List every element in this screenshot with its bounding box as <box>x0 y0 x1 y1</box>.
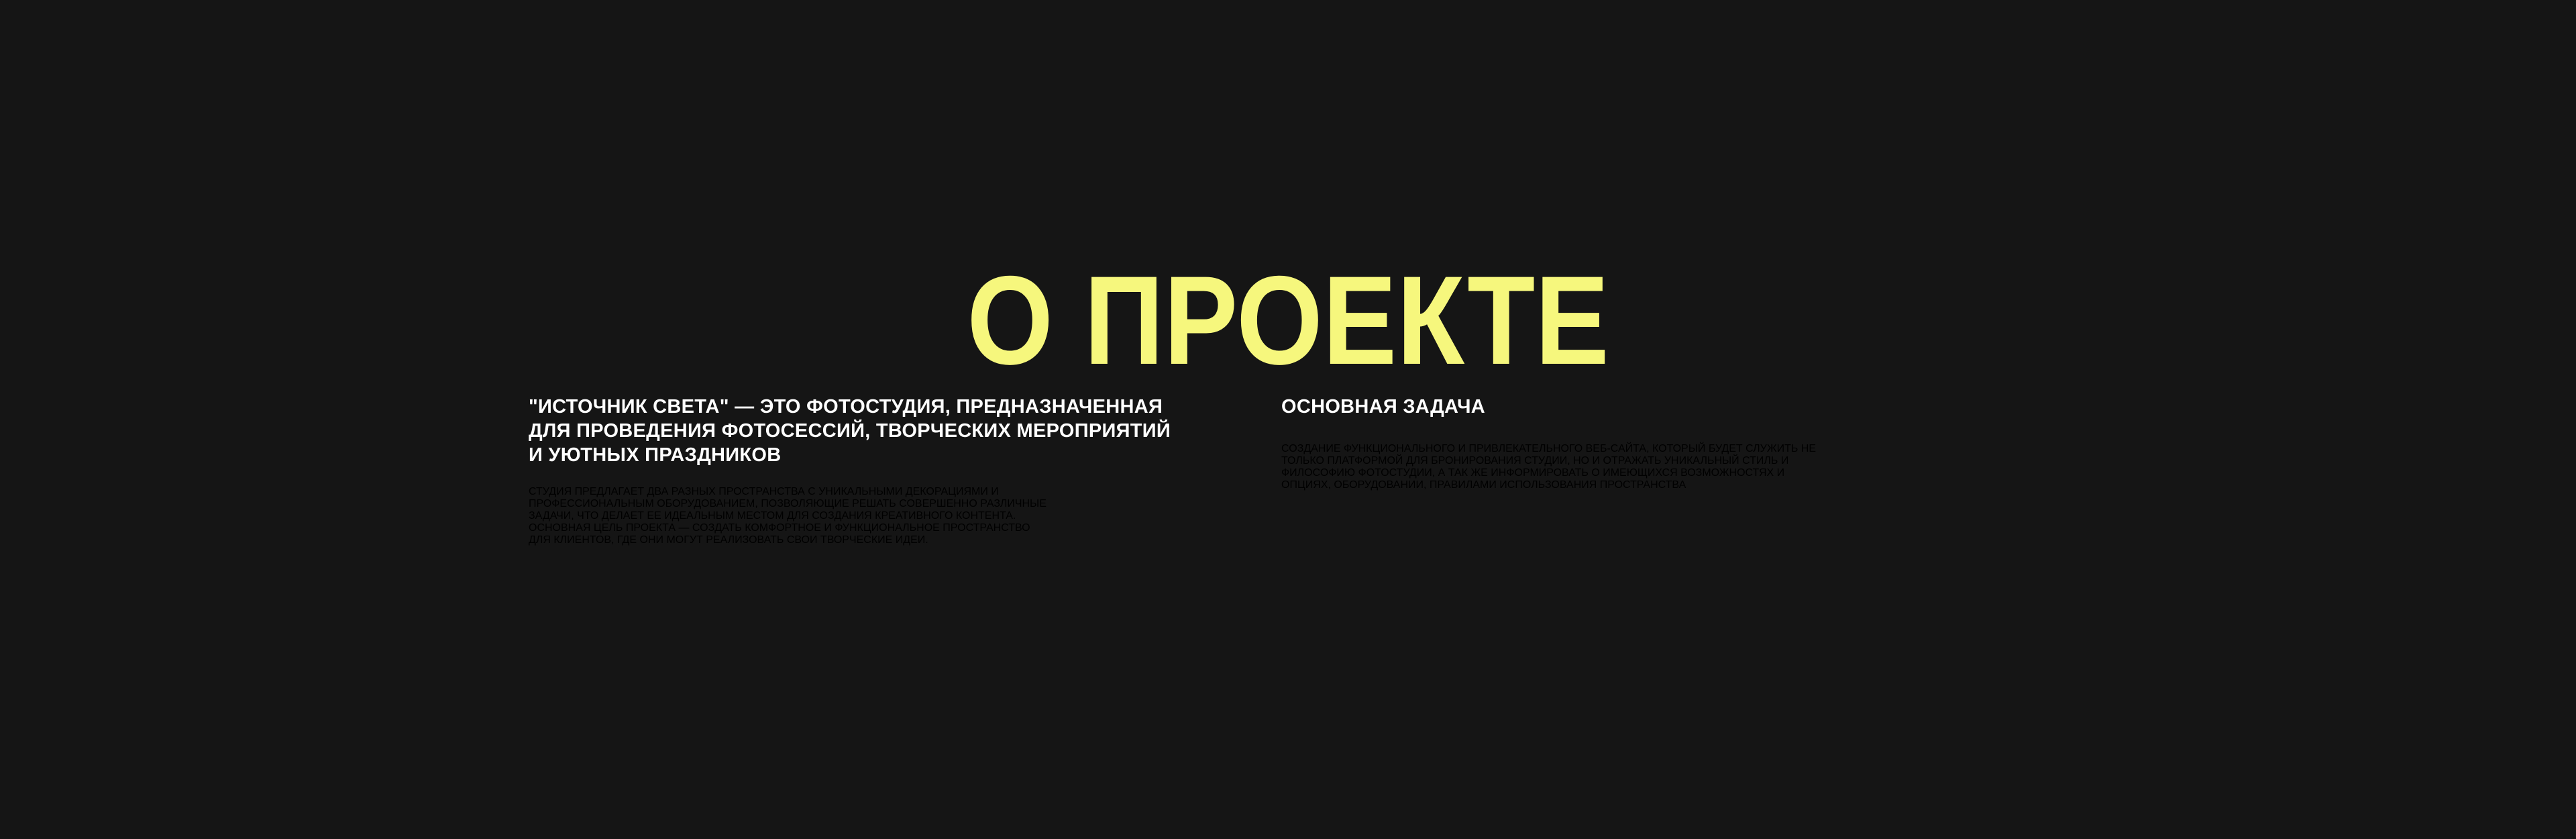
heading-line: "ИСТОЧНИК СВЕТА" — ЭТО ФОТОСТУДИЯ, ПРЕДНАЗНАЧЕННАЯ <box>529 396 1163 417</box>
page-title: О ПРОЕКТЕ <box>967 250 1609 391</box>
about-intro-heading <box>529 395 1206 467</box>
paragraph-line: СОЗДАНИЕ ФУНКЦИОНАЛЬНОГО И ПРИВЛЕКАТЕЛЬНОГО ВЕБ-САЙТА, КОТОРЫЙ БУДЕТ СЛУЖИТЬ НЕ <box>1281 443 1817 454</box>
paragraph-line: ОСНОВНАЯ ЦЕЛЬ ПРОЕКТА — СОЗДАТЬ КОМФОРТНОЕ И ФУНКЦИОНАЛЬНОЕ ПРОСТРАНСТВО <box>529 522 1030 534</box>
heading-line: И УЮТНЫХ ПРАЗДНИКОВ <box>529 444 782 466</box>
main-task-heading <box>1281 395 1979 419</box>
heading-line: ДЛЯ ПРОВЕДЕНИЯ ФОТОСЕССИЙ, ТВОРЧЕСКИХ МЕРОПРИЯТИЙ <box>529 420 1171 442</box>
paragraph-line: ФИЛОСОФИЮ ФОТОСТУДИИ, А ТАК ЖЕ ИНФОРМИРОВАТЬ О ИМЕЮЩИХСЯ ВОЗМОЖНОСТЯХ И <box>1281 467 1785 479</box>
paragraph-line: ДЛЯ КЛИЕНТОВ, ГДЕ ОНИ МОГУТ РЕАЛИЗОВАТЬ СВОИ ТВОРЧЕСКИЕ ИДЕИ. <box>529 534 928 546</box>
paragraph-line: ОПЦИЯХ, ОБОРУДОВАНИИ, ПРАВИЛАМИ ИСПОЛЬЗОВАНИЯ ПРОСТРАНСТВА <box>1281 479 1686 491</box>
heading-line: ОСНОВНАЯ ЗАДАЧА <box>1281 396 1485 417</box>
paragraph-line: ТОЛЬКО ПЛАТФОРМОЙ ДЛЯ БРОНИРОВАНИЯ СТУДИИ, НО И ОТРАЖАТЬ УНИКАЛЬНЫЙ СТИЛЬ И <box>1281 455 1789 466</box>
about-columns <box>529 395 1979 557</box>
paragraph-line: СТУДИЯ ПРЕДЛАГАЕТ ДВА РАЗНЫХ ПРОСТРАНСТВА С УНИКАЛЬНЫМИ ДЕКОРАЦИЯМИ И <box>529 486 999 497</box>
main-task-column <box>1281 395 1979 502</box>
paragraph-line: ЗАДАЧИ, ЧТО ДЕЛАЕТ ЕЕ ИДЕАЛЬНЫМ МЕСТОМ ДЛЯ СОЗДАНИЯ КРЕАТИВНОГО КОНТЕНТА. <box>529 510 1016 522</box>
about-intro-column <box>529 395 1206 557</box>
paragraph-line: ПРОФЕССИОНАЛЬНЫМ ОБОРУДОВАНИЕМ, ПОЗВОЛЯЮЩИЕ РЕШАТЬ СОВЕРШЕННО РАЗЛИЧНЫЕ <box>529 498 1046 509</box>
